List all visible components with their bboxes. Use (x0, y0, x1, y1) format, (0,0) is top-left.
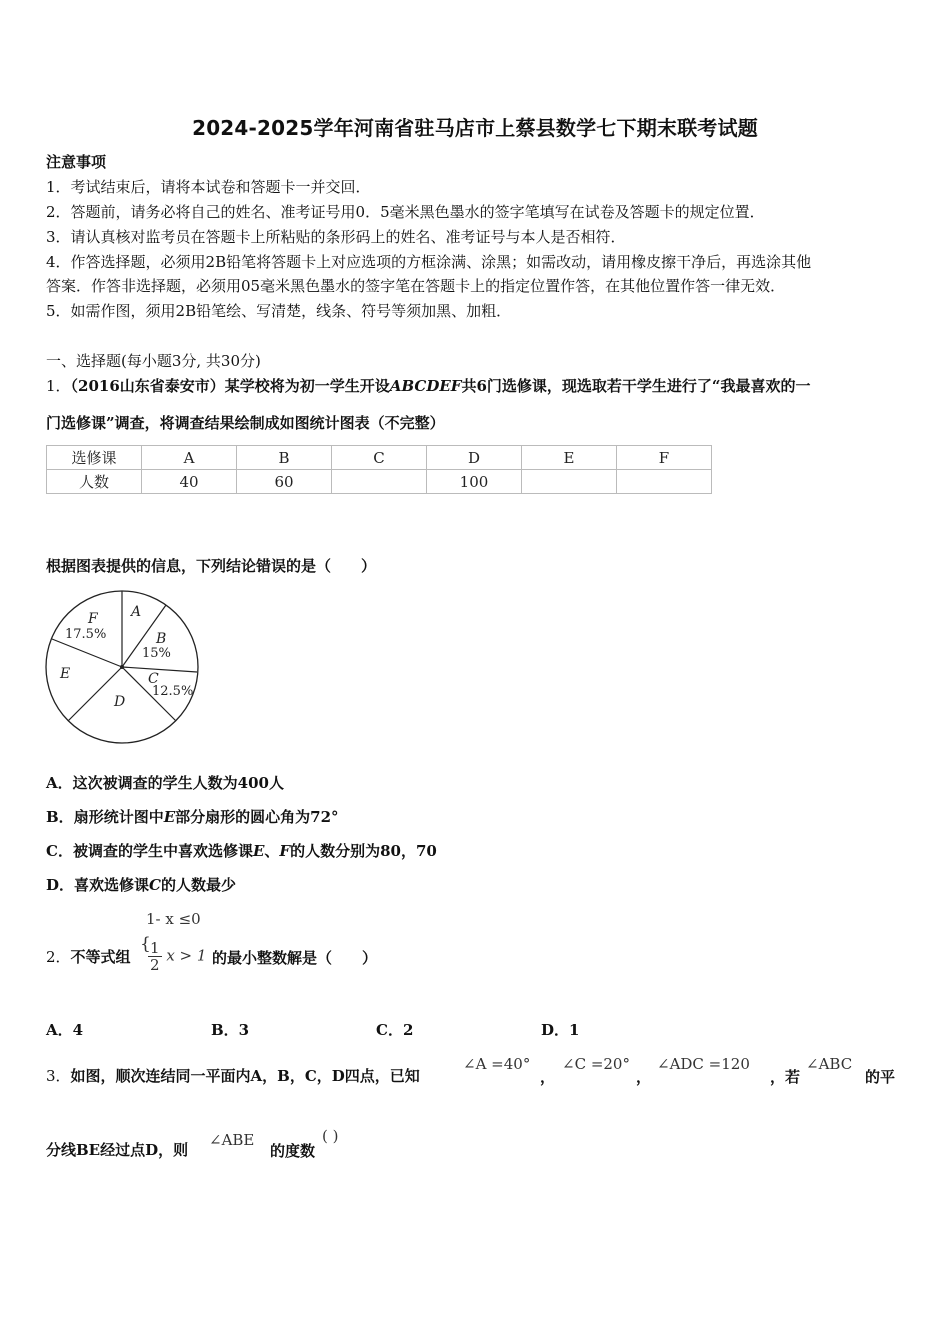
option-text: 这次被调查的学生人数为 (72, 774, 238, 792)
question-3-line-1 (46, 1066, 420, 1086)
pie-divider (52, 639, 122, 667)
pie-label-b: B (156, 631, 167, 647)
option-text: 被调查的学生中喜欢选修课 (72, 842, 253, 860)
pie-center (120, 665, 124, 669)
angle-a: ∠A =40° (463, 1055, 531, 1073)
option-text: 人 (268, 774, 284, 792)
fraction-numerator: 1 (150, 939, 160, 957)
question-1-line-2: 门选修课”调查，将调查结果绘制成如图统计图表（不完整） (46, 414, 445, 432)
section-heading: 一、选择题(每小题3分, 共30分) (46, 352, 261, 370)
question-1-line-1 (46, 376, 811, 396)
pie-label-c: C (148, 671, 159, 687)
option-variable: F (279, 842, 291, 860)
table-row (47, 470, 712, 494)
option-variable: E (163, 808, 176, 826)
notice-item: 3．请认真核对监考员在答题卡上所粘贴的条形码上的姓名、准考证号与本人是否相符． (46, 228, 626, 246)
question-source: （2016山东省泰安市） (70, 377, 225, 395)
brace-symbol: { (140, 934, 151, 954)
answer-paren: ( ) (322, 1127, 339, 1145)
question-3-line-2: 分线BE经过点D，则 (46, 1141, 189, 1159)
table-cell (332, 470, 427, 494)
inequality-1: 1- x ≤0 (146, 910, 201, 928)
question-number: 2． (46, 948, 71, 966)
question-text: 的平 (865, 1068, 896, 1086)
option-number: 400 (237, 774, 269, 792)
comma: ， (636, 1068, 652, 1086)
option-variable: C (149, 876, 161, 894)
option-text: 喜欢选修课 (74, 876, 150, 894)
option-key: A． (46, 774, 73, 792)
table-cell: 40 (142, 470, 237, 494)
fraction (148, 940, 162, 973)
table-cell: E (522, 446, 617, 470)
question-text: 的度数 (270, 1142, 316, 1160)
angle-abc: ∠ABC (806, 1055, 853, 1073)
pie-divider (122, 667, 197, 672)
table-cell (522, 470, 617, 494)
notice-item: 5．如需作图，须用2B铅笔绘、写清楚，线条、符号等须加黑、加粗． (46, 302, 512, 320)
question-text: ，若 (770, 1068, 801, 1086)
table-cell: C (332, 446, 427, 470)
table-cell (617, 470, 712, 494)
angle-c: ∠C =20° (562, 1055, 630, 1073)
table-cell: 60 (237, 470, 332, 494)
option-d (46, 875, 236, 895)
table-cell: A (142, 446, 237, 470)
table-header-row (47, 446, 712, 470)
question-text: 不等式组 (70, 948, 131, 966)
q2-option-a: A．4 (46, 1021, 84, 1039)
course-table (46, 445, 712, 494)
q2-option-d: D．1 (541, 1021, 580, 1039)
option-text: 部分扇形的圆心角为72° (175, 808, 339, 826)
page-title: 2024-2025学年河南省驻马店市上蔡县数学七下期末联考试题 (192, 116, 758, 140)
option-b (46, 807, 339, 827)
inequality-2 (148, 940, 206, 973)
q2-option-b: B．3 (211, 1021, 250, 1039)
option-key: C． (46, 842, 73, 860)
question-text: 共6门选修课，现选取若干学生进行了“我最喜欢的一 (461, 377, 811, 395)
course-letters: ABCDEF (389, 377, 462, 395)
question-1-prompt: 根据图表提供的信息，下列结论错误的是（ ） (46, 557, 377, 575)
option-text: 扇形统计图中 (73, 808, 164, 826)
pie-label-a: A (131, 604, 142, 620)
question-2-text-tail: 的最小整数解是（ ） (212, 949, 378, 967)
table-cell: F (617, 446, 712, 470)
notice-item: 2．答题前，请务必将自己的姓名、准考证号用0．5毫米黑色墨水的签字笔填写在试卷及答题卡的规定位置． (46, 203, 765, 221)
option-text: 的人数分别为80，70 (290, 842, 437, 860)
angle-adc: ∠ADC =120 (657, 1055, 750, 1073)
pie-pct-f: 17.5% (65, 627, 107, 642)
pie-pct-b: 15% (142, 646, 171, 661)
table-cell: D (427, 446, 522, 470)
inequality-tail: x > 1 (166, 946, 207, 965)
option-c (46, 841, 437, 861)
option-key: B． (46, 808, 74, 826)
question-number: 3． (46, 1067, 71, 1085)
option-key: D． (46, 876, 75, 894)
table-cell: 100 (427, 470, 522, 494)
q2-option-c: C．2 (376, 1021, 414, 1039)
pie-pct-c: 12.5% (152, 684, 194, 699)
pie-label-d: D (114, 694, 126, 710)
pie-label-f: F (88, 611, 98, 627)
angle-abe: ∠ABE (209, 1131, 255, 1149)
notice-item: 1．考试结束后，请将本试卷和答题卡一并交回． (46, 178, 371, 196)
table-cell: 人数 (47, 470, 142, 494)
question-text: 某学校将为初一学生开设 (224, 377, 390, 395)
question-2-text (46, 947, 131, 967)
option-text: 的人数最少 (160, 876, 236, 894)
comma: ， (540, 1068, 556, 1086)
pie-chart (44, 587, 204, 749)
notice-item: 4．作答选择题，必须用2B铅笔将答题卡上对应选项的方框涂满、涂黑；如需改动，请用橡皮擦干净后，再选涂其他 (46, 253, 812, 271)
option-text: 、 (264, 842, 280, 860)
notice-item: 答案．作答非选择题，必须用05毫米黑色墨水的签字笔在答题卡上的指定位置作答，在其他位置作答一律无效． (46, 277, 786, 295)
option-a (46, 773, 284, 793)
option-variable: E (252, 842, 265, 860)
notice-heading: 注意事项 (46, 153, 107, 171)
table-cell: 选修课 (47, 446, 142, 470)
question-number: 1． (46, 377, 71, 395)
question-text: 如图，顺次连结同一平面内A，B，C，D四点，已知 (70, 1067, 420, 1085)
pie-label-e: E (60, 666, 71, 682)
fraction-denominator: 2 (150, 956, 160, 974)
table-cell: B (237, 446, 332, 470)
